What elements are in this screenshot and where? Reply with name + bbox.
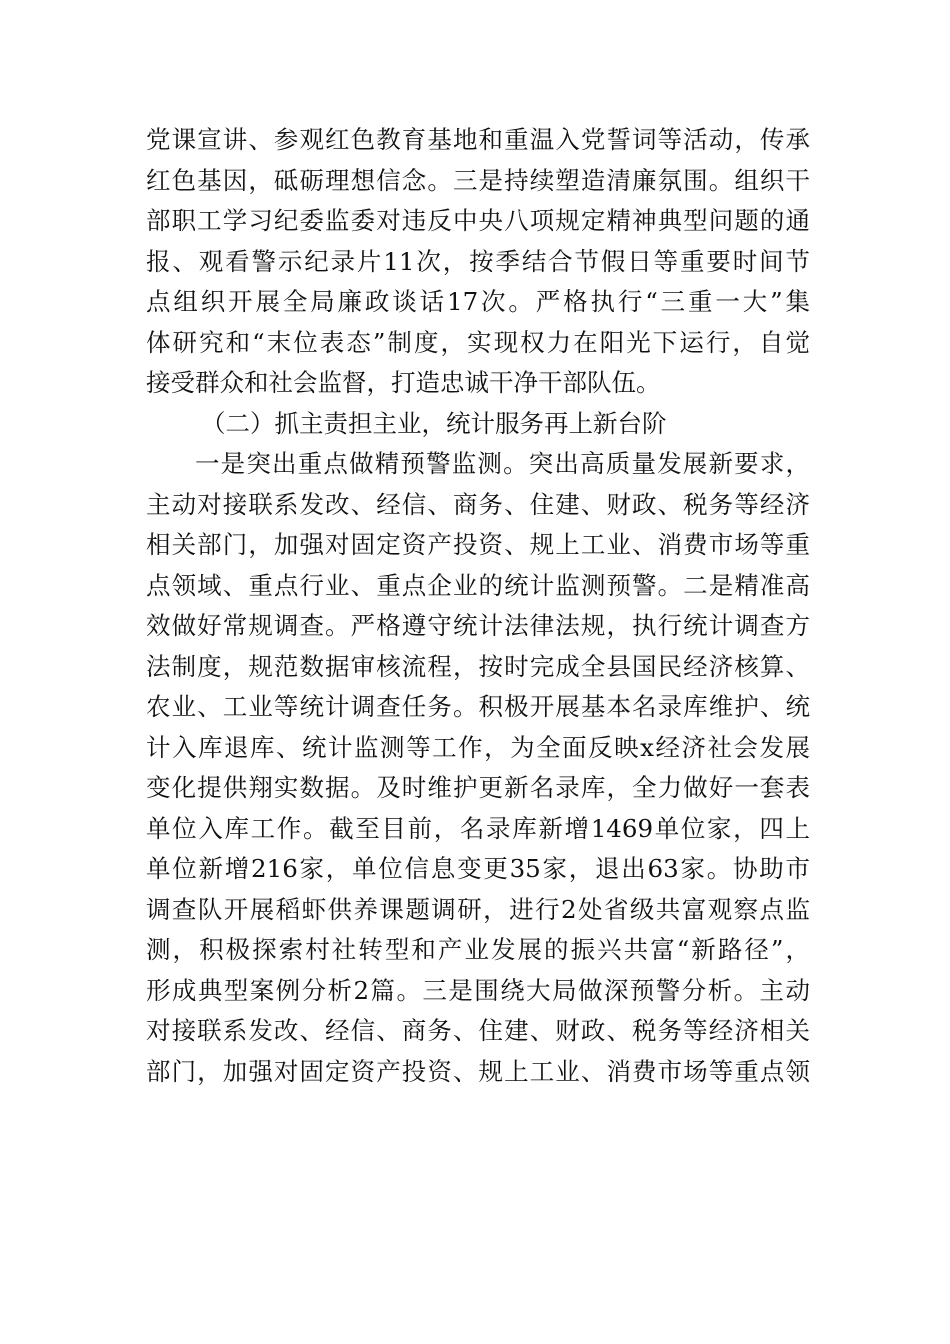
text-line: 党课宣讲、参观红色教育基地和重温入党誓词等活动，传承 <box>146 125 810 154</box>
text-line: 部职工学习纪委监委对违反中央八项规定精神典型问题的通 <box>146 206 810 235</box>
text-line: 单位入库工作。截至目前，名录库新增1469单位家，四上 <box>146 813 810 843</box>
text-line: 单位新增216家，单位信息变更35家，退出63家。协助市 <box>146 854 810 883</box>
text-line: 法制度，规范数据审核流程，按时完成全县国民经济核算、 <box>146 651 810 681</box>
text-line: 相关部门，加强对固定资产投资、规上工业、消费市场等重 <box>146 530 810 559</box>
body-text <box>146 120 810 1092</box>
text-line: 体研究和“末位表态”制度，实现权力在阳光下运行，自觉 <box>146 327 810 357</box>
text-line: 形成典型案例分析2篇。三是围绕大局做深预警分析。主动 <box>146 975 810 1005</box>
text-line: 测，积极探索村社转型和产业发展的振兴共富“新路径”， <box>146 935 810 964</box>
text-line: 效做好常规调查。严格遵守统计法律法规，执行统计调查方 <box>146 611 810 640</box>
text-line: 主动对接联系发改、经信、商务、住建、财政、税务等经济 <box>146 489 810 519</box>
text-line: 农业、工业等统计调查任务。积极开展基本名录库维护、统 <box>146 692 810 721</box>
text-line: 报、观看警示纪录片11次，按季结合节假日等重要时间节 <box>146 246 810 276</box>
text-line: 调查队开展稻虾供养课题调研，进行2处省级共富观察点监 <box>146 894 810 924</box>
text-line: 红色基因，砥砺理想信念。三是持续塑造清廉氛围。组织干 <box>146 165 810 195</box>
text-line: 变化提供翔实数据。及时维护更新名录库，全力做好一套表 <box>146 773 810 802</box>
text-line: 点组织开展全局廉政谈话17次。严格执行“三重一大”集 <box>146 287 810 316</box>
text-line: 部门，加强对固定资产投资、规上工业、消费市场等重点领 <box>146 1056 810 1086</box>
text-line: 点领域、重点行业、重点企业的统计监测预警。二是精准高 <box>146 570 810 600</box>
text-line: 计入库退库、统计监测等工作，为全面反映x经济社会发展 <box>146 732 810 762</box>
text-line: 接受群众和社会监督，打造忠诚干净干部队伍。 <box>146 368 661 397</box>
text-line: 一是突出重点做精预警监测。突出高质量发展新要求， <box>195 449 810 478</box>
section-heading: （二）抓主责担主业，统计服务再上新台阶 <box>201 408 667 438</box>
text-line: 对接联系发改、经信、商务、住建、财政、税务等经济相关 <box>146 1016 810 1045</box>
